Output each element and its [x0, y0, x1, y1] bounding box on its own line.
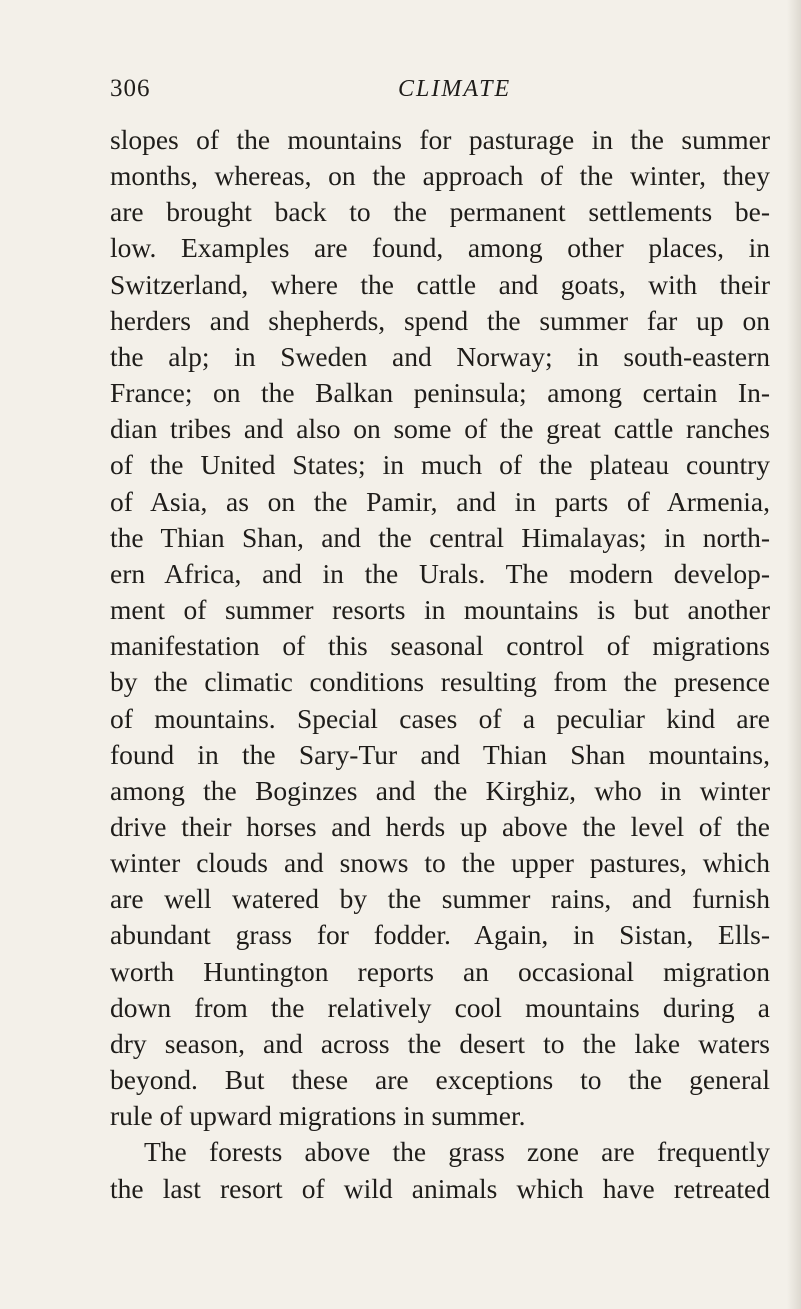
body-text: [110, 122, 770, 1207]
text-line: found in the Sary-Tur and Thian Shan mountains,: [110, 738, 770, 770]
text-line: the alp; in Sweden and Norway; in south-eastern: [110, 340, 770, 372]
text-line: slopes of the mountains for pasturage in the summer: [110, 124, 770, 155]
text-line: are brought back to the permanent settlements be-: [110, 196, 770, 228]
text-line: dian tribes and also on some of the great cattle ranches: [110, 413, 770, 445]
text-line: manifestation of this seasonal control of migrations: [110, 630, 770, 662]
text-line: ment of summer resorts in mountains is but another: [110, 594, 770, 626]
text-line: France; on the Balkan peninsula; among certain In-: [110, 377, 770, 409]
text-line: by the climatic conditions resulting from the presence: [110, 666, 770, 698]
text-line: of mountains. Special cases of a peculiar kind are: [110, 702, 770, 734]
text-line: down from the relatively cool mountains during a: [110, 991, 770, 1023]
text-line: of Asia, as on the Pamir, and in parts of Armenia,: [110, 485, 770, 517]
text-line: the Thian Shan, and the central Himalayas; in north-: [110, 521, 770, 553]
text-line: of the United States; in much of the plateau country: [110, 449, 770, 481]
running-title: CLIMATE: [398, 76, 512, 102]
text-line: drive their horses and herds up above the level of the: [110, 810, 770, 842]
text-line: are well watered by the summer rains, and furnish: [110, 883, 770, 915]
page-number: 306: [110, 75, 151, 102]
text-line: winter clouds and snows to the upper pastures, which: [110, 847, 770, 879]
text-line: low. Examples are found, among other places, in: [110, 232, 770, 264]
paragraph-start-line: The forests above the grass zone are frequently: [144, 1136, 770, 1168]
text-line: beyond. But these are exceptions to the general: [110, 1064, 770, 1096]
text-line: abundant grass for fodder. Again, in Sistan, Ells-: [110, 919, 770, 951]
text-line: worth Huntington reports an occasional migration: [110, 955, 770, 987]
text-line: Switzerland, where the cattle and goats, with their: [110, 268, 770, 300]
text-line: months, whereas, on the approach of the winter, they: [110, 160, 770, 192]
text-line: herders and shepherds, spend the summer far up on: [110, 304, 770, 336]
page-header: [110, 74, 750, 114]
paragraph-end-line: rule of upward migrations in summer.: [110, 1100, 526, 1132]
text-line: dry season, and across the desert to the lake waters: [110, 1027, 770, 1059]
page-edge-shadow: [787, 0, 801, 1309]
text-line: ern Africa, and in the Urals. The modern develop-: [110, 557, 770, 589]
text-line: the last resort of wild animals which have retreated: [110, 1172, 770, 1204]
text-line: among the Boginzes and the Kirghiz, who in winter: [110, 774, 770, 806]
